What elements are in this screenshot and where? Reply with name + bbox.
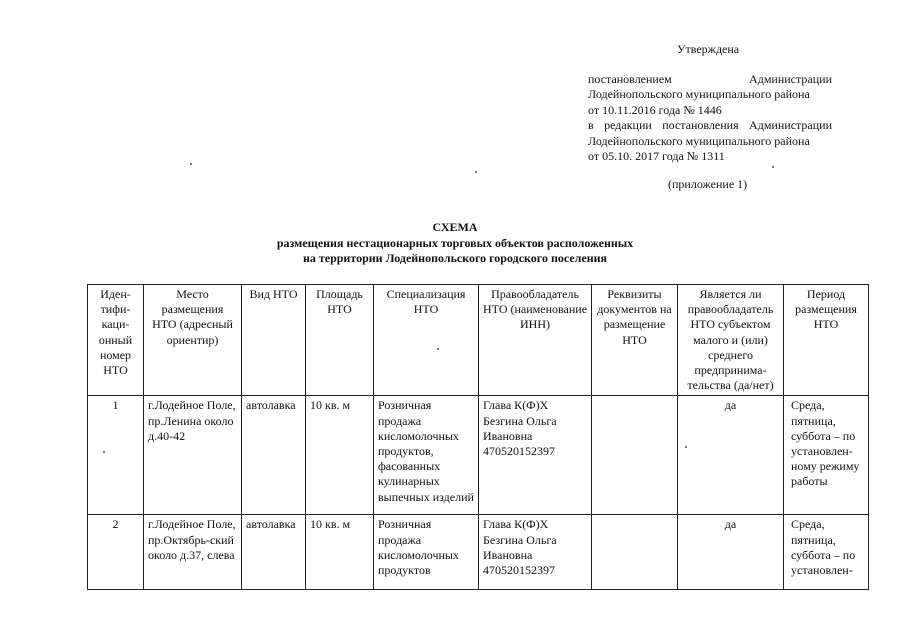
column-header-id: Иден-тифи-каци-онный номер НТО — [88, 285, 144, 396]
column-header-specialization: Специализация НТО — [374, 285, 479, 396]
cell-documents — [592, 515, 678, 590]
column-header-sme: Является ли правообладатель НТО субъектом малого и (или) среднего предпринима-тельства (да/нет) — [678, 285, 784, 396]
title-subheading: размещения нестационарных торговых объектов расположенных — [276, 235, 634, 250]
cell-type: автолавка — [242, 396, 306, 515]
resolution-line: в редакции постановления Администрации — [588, 118, 832, 133]
column-header-type: Вид НТО — [242, 285, 306, 396]
cell-documents — [592, 396, 678, 515]
scan-speck — [103, 451, 105, 453]
cell-id: 2 — [88, 515, 144, 590]
table-row — [88, 396, 869, 515]
cell-area: 10 кв. м — [306, 396, 374, 515]
cell-specialization: Розничная продажа кисломолочных продуктов, фасованных кулинарных выпечных изделий — [374, 396, 479, 515]
cell-specialization: Розничная продажа кисломолочных продуктов — [374, 515, 479, 590]
placement-scheme-table — [87, 284, 869, 590]
cell-place: г.Лодейное Поле, пр.Октябрь-ский около д.37, слева — [144, 515, 242, 590]
column-header-area: Площадь НТО — [306, 285, 374, 396]
scan-speck — [190, 163, 192, 165]
scan-speck — [772, 166, 774, 168]
cell-owner: Глава К(Ф)Х Безгина Ольга Ивановна 470520152397 — [479, 396, 592, 515]
column-header-documents: Реквизиты документов на размещение НТО — [592, 285, 678, 396]
resolution-reference — [588, 72, 832, 164]
column-header-place: Место размещения НТО (адресный ориентир) — [144, 285, 242, 396]
cell-sme: да — [678, 396, 784, 515]
cell-sme: да — [678, 515, 784, 590]
resolution-line: Лодейнопольского муниципального района — [588, 133, 810, 148]
title-heading: СХЕМА — [432, 220, 478, 234]
table-header-row — [88, 285, 869, 396]
cell-id: 1 — [88, 396, 144, 515]
document-title — [220, 220, 690, 267]
column-header-period: Период размещения НТО — [784, 285, 869, 396]
scan-speck — [685, 446, 687, 448]
resolution-line: от 05.10. 2017 года № 1311 — [588, 149, 725, 164]
resolution-line: постановлением Администрации — [588, 72, 832, 86]
scan-speck — [475, 171, 477, 173]
appendix-label: (приложение 1) — [668, 177, 748, 191]
cell-owner: Глава К(Ф)Х Безгина Ольга Ивановна 470520152397 — [479, 515, 592, 590]
cell-period: Среда, пятница, суббота – по установлен-ному режиму работы — [784, 396, 869, 515]
cell-area: 10 кв. м — [306, 515, 374, 590]
cell-type: автолавка — [242, 515, 306, 590]
cell-period: Среда, пятница, суббота – по установлен- — [784, 515, 869, 590]
title-subheading: на территории Лодейнопольского городского поселения — [302, 251, 608, 265]
table-row — [88, 515, 869, 590]
resolution-line: от 10.11.2016 года № 1446 — [588, 102, 722, 117]
scan-speck — [437, 348, 439, 350]
column-header-owner: Правообладатель НТО (наименование ИНН) — [479, 285, 592, 396]
approved-label: Утверждена — [677, 42, 740, 56]
cell-place: г.Лодейное Поле, пр.Ленина около д.40-42 — [144, 396, 242, 515]
resolution-line: Лодейнопольского муниципального района — [588, 87, 810, 102]
